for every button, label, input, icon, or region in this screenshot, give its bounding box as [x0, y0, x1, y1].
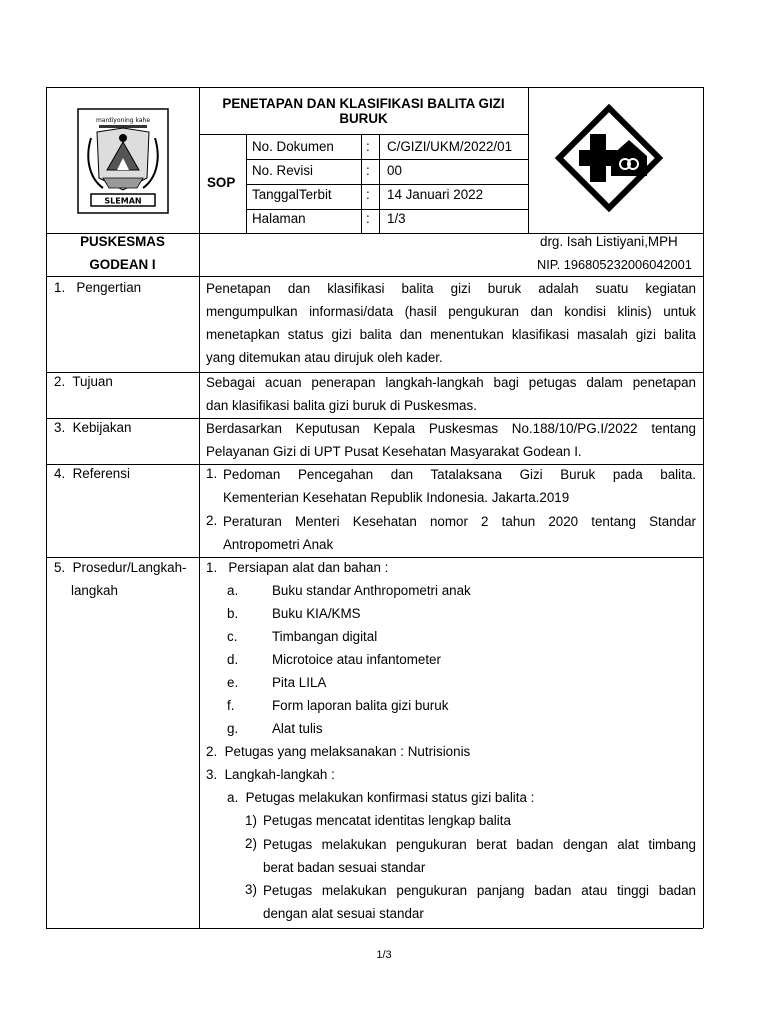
- section-label-tujuan: 2. Tujuan: [54, 374, 113, 389]
- section-label-pengertian: 1. Pengertian: [54, 280, 142, 295]
- paragraph-line: berat badan sesuai standar: [263, 860, 426, 875]
- signer-name: drg. Isah Listiyani,MPH: [540, 234, 678, 249]
- list-number: 1.: [206, 466, 218, 481]
- tool-letter: a.: [227, 583, 239, 598]
- list-item: Petugas mencatat identitas lengkap balita: [263, 813, 511, 828]
- paragraph-line: Pelayanan Gizi di UPT Pusat Kesehatan Masyarakat Godean I.: [206, 444, 582, 459]
- sleman-emblem-icon: [77, 108, 169, 214]
- meta-label-no-revisi: No. Revisi: [252, 163, 314, 178]
- paragraph-line: Peraturan Menteri Kesehatan nomor 2 tahun 2020 tentang Standar: [223, 514, 696, 529]
- meta-sep: :: [366, 211, 370, 226]
- tujuan-text: [206, 371, 696, 417]
- meta-sep: :: [366, 163, 370, 178]
- document-title-line2: BURUK: [339, 111, 388, 126]
- paragraph-line: Berdasarkan Keputusan Kepala Puskesmas No.188/10/PG.I/2022 tentang: [206, 421, 696, 436]
- tool-item: Alat tulis: [272, 721, 323, 736]
- meta-sep: :: [366, 187, 370, 202]
- paragraph-line: mengumpulkan informasi/data (hasil pengukuran dan kondisi klinis) untuk: [206, 304, 696, 319]
- tool-letter: f.: [227, 698, 235, 713]
- paragraph-line: dan klasifikasi balita gizi buruk di Puskesmas.: [206, 398, 477, 413]
- section-label-referensi: 4. Referensi: [54, 466, 130, 481]
- meta-value-no-revisi: 00: [387, 163, 402, 178]
- sleman-regency-logo: [77, 108, 169, 214]
- tool-letter: b.: [227, 606, 239, 621]
- meta-label-tanggal-terbit: TanggalTerbit: [252, 187, 332, 202]
- list-item: [263, 833, 696, 879]
- step-langkah: 3. Langkah-langkah :: [206, 767, 335, 782]
- meta-label-halaman: Halaman: [252, 211, 306, 226]
- meta-sep: :: [366, 139, 370, 154]
- signer-nip: NIP. 196805232006042001: [537, 257, 692, 272]
- paragraph-line: yang ditemukan atau dirujuk oleh kader.: [206, 350, 443, 365]
- tool-letter: e.: [227, 675, 239, 690]
- meta-value-no-dokumen: C/GIZI/UKM/2022/01: [387, 139, 513, 154]
- step-petugas: 2. Petugas yang melaksanakan : Nutrisionis: [206, 744, 471, 759]
- tool-item: Timbangan digital: [272, 629, 378, 644]
- puskesmas-cross-icon: [555, 104, 663, 212]
- logo-wordmark: SLEMAN: [104, 196, 142, 206]
- pengertian-text: [206, 277, 696, 369]
- paragraph-line: dengan alat sesuai standar: [263, 906, 424, 921]
- document-title-line1: PENETAPAN DAN KLASIFIKASI BALITA GIZI: [222, 96, 505, 111]
- list-number: 2): [245, 836, 257, 851]
- tool-item: Form laporan balita gizi buruk: [272, 698, 449, 713]
- meta-value-tanggal-terbit: 14 Januari 2022: [387, 187, 484, 202]
- step-persiapan: 1. Persiapan alat dan bahan :: [206, 560, 389, 575]
- section-label-kebijakan: 3. Kebijakan: [54, 420, 132, 435]
- puskesmas-logo: [555, 104, 663, 212]
- paragraph-line: menetapkan status gizi balita dan menentukan klasifikasi masalah gizi balita: [206, 327, 696, 342]
- paragraph-line: Pedoman Pencegahan dan Tatalaksana Gizi Buruk pada balita.: [223, 467, 696, 482]
- section-label-prosedur: 5. Prosedur/Langkah-: [54, 560, 187, 575]
- tool-item: Buku KIA/KMS: [272, 606, 361, 621]
- section-label-prosedur-cont: langkah: [71, 583, 118, 598]
- tool-letter: d.: [227, 652, 239, 667]
- page-number: 1/3: [376, 949, 392, 961]
- kebijakan-text: [206, 417, 696, 463]
- sop-label: SOP: [207, 175, 236, 190]
- paragraph-line: Petugas melakukan pengukuran panjang badan atau tinggi badan: [263, 883, 696, 898]
- paragraph-line: Sebagai acuan penerapan langkah-langkah bagi petugas dalam penetapan: [206, 375, 696, 390]
- meta-value-halaman: 1/3: [387, 211, 406, 226]
- step-konfirmasi: a. Petugas melakukan konfirmasi status gizi balita :: [227, 790, 535, 805]
- paragraph-line: Penetapan dan klasifikasi balita gizi buruk adalah suatu kegiatan: [206, 281, 696, 296]
- tool-letter: g.: [227, 721, 239, 736]
- paragraph-line: Antropometri Anak: [223, 537, 334, 552]
- tool-item: Microtoice atau infantometer: [272, 652, 441, 667]
- list-item: [263, 879, 696, 925]
- list-number: 1): [245, 813, 257, 828]
- list-number: 3): [245, 882, 257, 897]
- list-number: 2.: [206, 513, 218, 528]
- logo-motto: mardiyoning kahe: [95, 117, 151, 124]
- list-item: [223, 510, 696, 556]
- list-item: [223, 463, 696, 509]
- org-name-line1: PUSKESMAS: [80, 234, 165, 249]
- paragraph-line: Kementerian Kesehatan Republik Indonesia. Jakarta.2019: [223, 490, 570, 505]
- tool-item: Pita LILA: [272, 675, 327, 690]
- org-name-line2: GODEAN I: [89, 257, 156, 272]
- tool-letter: c.: [227, 629, 238, 644]
- tool-item: Buku standar Anthropometri anak: [272, 583, 471, 598]
- meta-label-no-dokumen: No. Dokumen: [252, 139, 334, 154]
- paragraph-line: Petugas melakukan pengukuran berat badan dengan alat timbang: [263, 837, 696, 852]
